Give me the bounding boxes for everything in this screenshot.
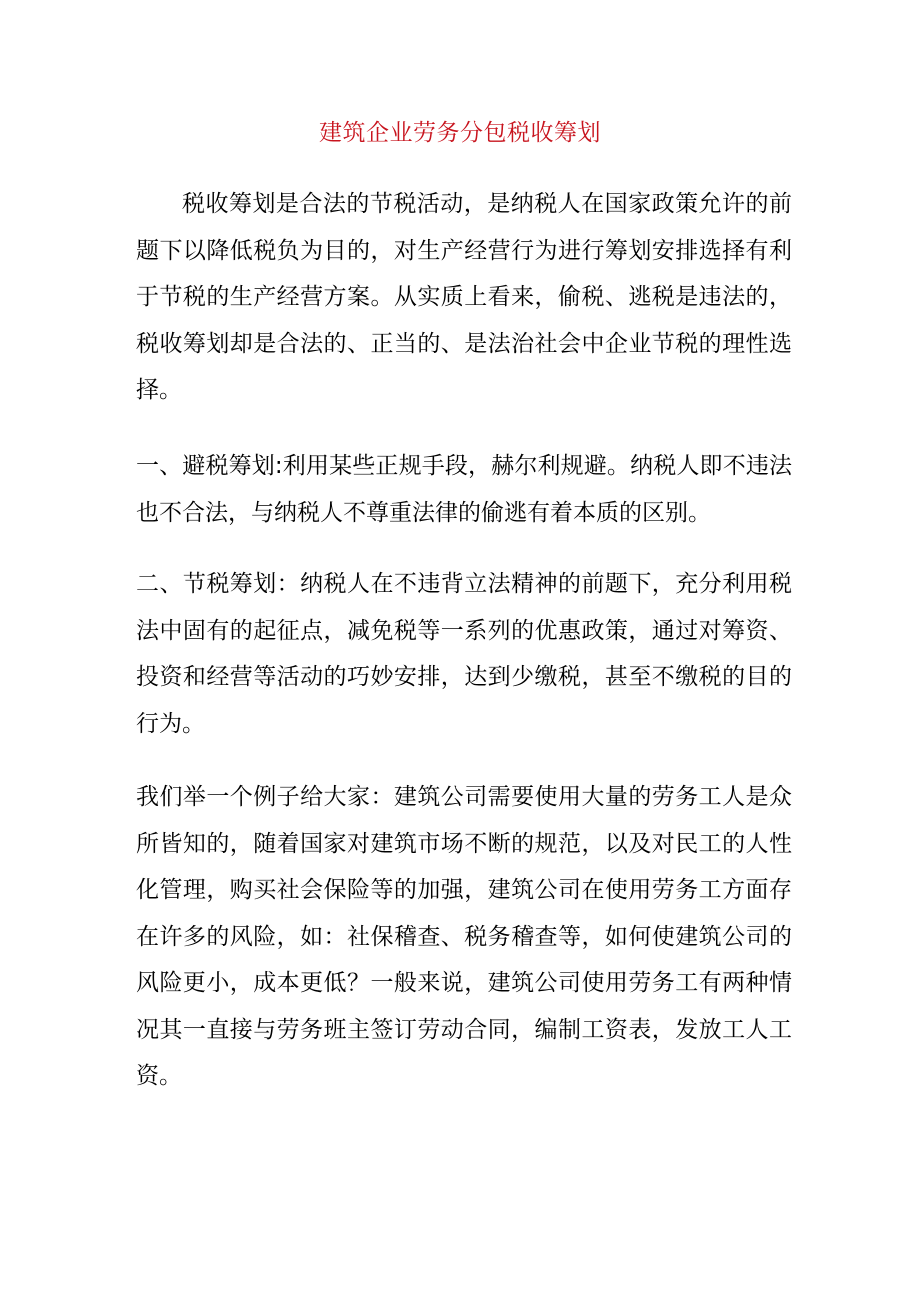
paragraph-intro: 税收筹划是合法的节税活动，是纳税人在国家政策允许的前题下以降低税负为目的，对生产经营行为进行筹划安排选择有利于节税的生产经营方案。从实质上看来，偷税、逃税是违法的，税收筹划却是合法的、正当的、是法治社会中企业节税的理性选择。 xyxy=(136,191,792,403)
document-title: 建筑企业劳务分包税收筹划 xyxy=(319,120,601,146)
paragraph-tax-avoidance: 一、避税筹划:利用某些正规手段，赫尔利规避。纳税人即不违法也不合法，与纳税人不尊重法律的偷逃有着本质的区别。 xyxy=(136,453,792,526)
paragraph-example: 我们举一个例子给大家：建筑公司需要使用大量的劳务工人是众所皆知的，随着国家对建筑市场不断的规范，以及对民工的人性化管理，购买社会保险等的加强，建筑公司在使用劳务工方面存在许多的风险，如：社保稽查、税务稽查等，如何使建筑公司的风险更小，成本更低？一般来说，建筑公司使用劳务工有两种情况其一直接与劳务班主签订劳动合同，编制工资表，发放工人工资。 xyxy=(136,784,792,1089)
paragraph-tax-saving: 二、节税筹划：纳税人在不违背立法精神的前题下，充分利用税法中固有的起征点，减免税等一系列的优惠政策，通过对筹资、投资和经营等活动的巧妙安排，达到少缴税，甚至不缴税的目的行为。 xyxy=(136,571,792,737)
